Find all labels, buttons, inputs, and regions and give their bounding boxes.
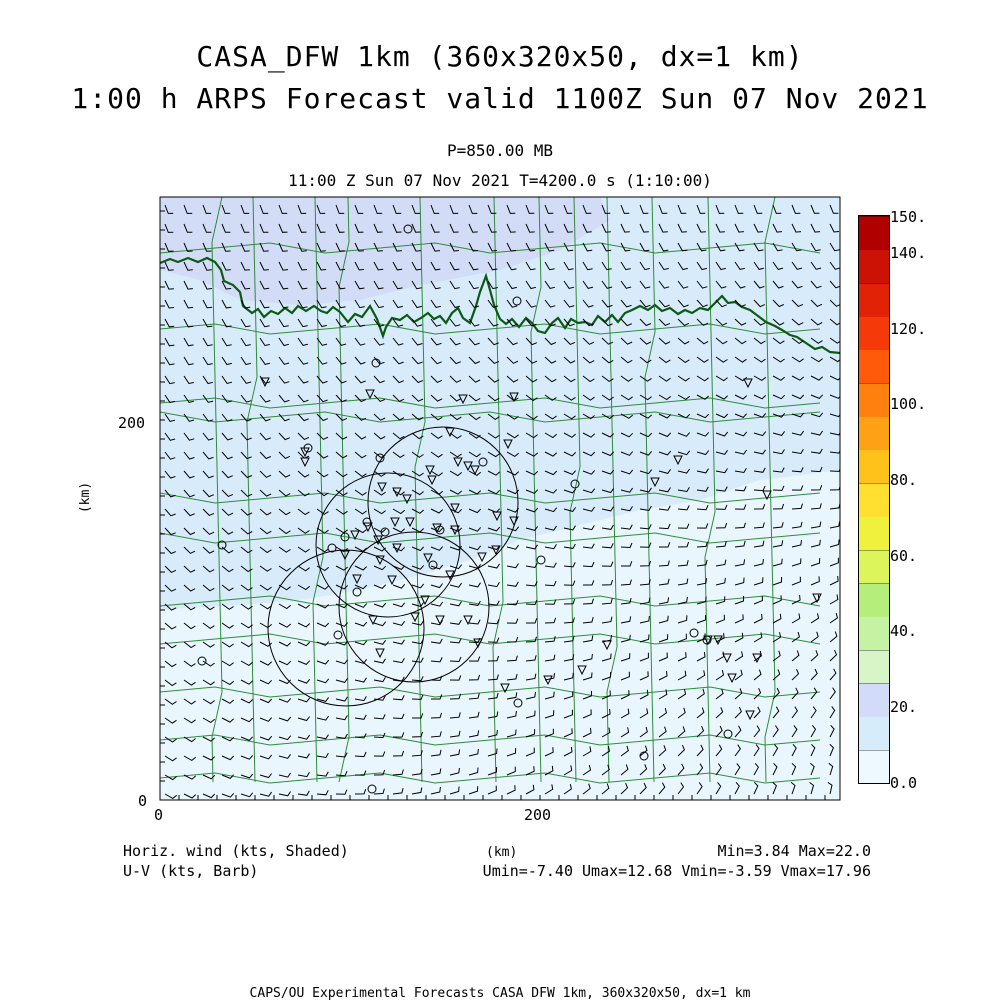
legend-barb: U-V (kts, Barb) [123,862,259,880]
pressure-level: P=850.00 MB [447,141,553,160]
y-tick-0: 0 [138,792,148,810]
colorbar-segment [859,349,889,383]
colorbar-segment [859,750,889,784]
colorbar-segment [859,683,889,717]
y-tick-200: 200 [118,414,146,432]
colorbar-segment [859,283,889,317]
title-line-1: CASA_DFW 1km (360x320x50, dx=1 km) [196,40,804,73]
colorbar-tick-label: 120. [890,320,927,338]
colorbar-segment [859,216,889,250]
colorbar-segment [859,650,889,684]
colorbar-tick-label: 100. [890,395,927,413]
uv-range: Umin=-7.40 Umax=12.68 Vmin=-3.59 Vmax=17.96 [482,862,871,880]
footer: CAPS/OU Experimental Forecasts CASA DFW 1km, 360x320x50, dx=1 km [249,986,751,1001]
title-line-2: 1:00 h ARPS Forecast valid 1100Z Sun 07 Nov 2021 [71,82,929,115]
colorbar-tick-label: 80. [890,471,918,489]
y-axis-unit: (km) [78,481,94,514]
x-tick-200: 200 [524,806,552,824]
legend-shaded: Horiz. wind (kts, Shaded) [123,842,349,860]
colorbar-segment [859,716,889,750]
colorbar-segment [859,616,889,650]
colorbar-segment [859,583,889,617]
colorbar-segment [859,249,889,283]
x-tick-0: 0 [154,806,164,824]
colorbar-tick-label: 20. [890,698,918,716]
colorbar-tick-label: 140. [890,244,927,262]
colorbar-segment [859,550,889,584]
colorbar-tick-label: 60. [890,547,918,565]
colorbar-segment [859,516,889,550]
colorbar-segment [859,483,889,517]
colorbar-segment [859,449,889,483]
colorbar-tick-label: 40. [890,622,918,640]
valid-time: 11:00 Z Sun 07 Nov 2021 T=4200.0 s (1:10:00) [288,171,712,190]
min-max: Min=3.84 Max=22.0 [717,842,871,860]
x-axis-unit: (km) [486,845,518,860]
colorbar [858,215,890,784]
colorbar-segment [859,416,889,450]
colorbar-segment [859,316,889,350]
colorbar-segment [859,383,889,417]
colorbar-tick-label: 150. [890,208,927,226]
shaded-field-high-patch [160,197,215,240]
colorbar-tick-label: 0.0 [890,774,918,792]
